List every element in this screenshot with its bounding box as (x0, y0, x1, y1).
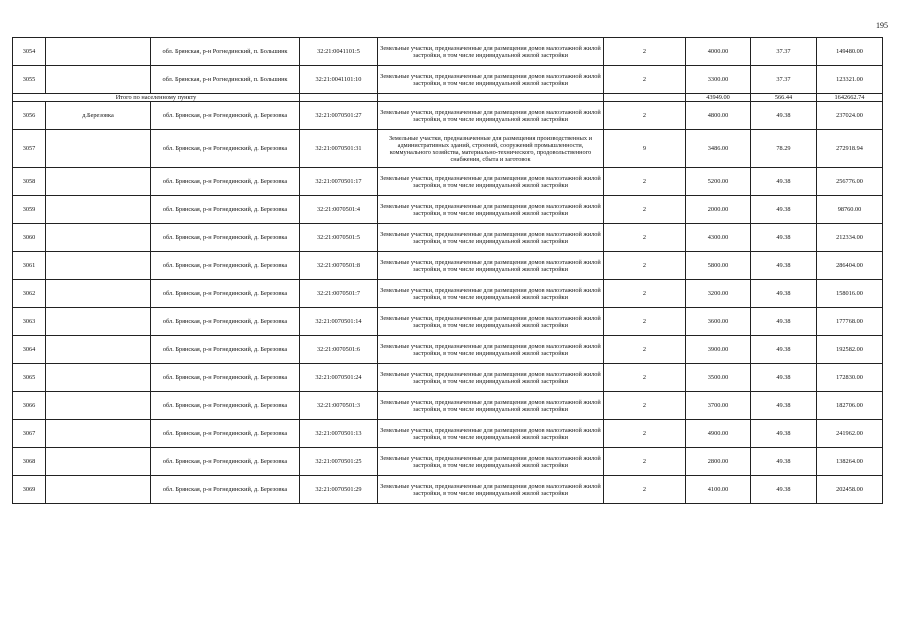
table-row (13, 280, 883, 308)
cadastral-number-cell: 32:21:0070501:6 (300, 336, 378, 364)
row-number-cell: 3054 (13, 38, 46, 66)
area-cell: 5200.00 (686, 168, 751, 196)
specific-value-cell: 49.38 (751, 224, 817, 252)
address-cell: обл. Брянская, р-н Рогнединский, д. Березовка (151, 130, 300, 168)
settlement-cell (46, 252, 151, 280)
row-number-cell: 3063 (13, 308, 46, 336)
group-cell: 2 (604, 102, 686, 130)
group-cell: 2 (604, 448, 686, 476)
group-cell: 2 (604, 252, 686, 280)
table-row (13, 476, 883, 504)
specific-value-cell: 49.38 (751, 196, 817, 224)
cadastral-value-table (12, 37, 883, 504)
table-row (13, 224, 883, 252)
specific-value-cell: 49.38 (751, 448, 817, 476)
group-cell: 2 (604, 308, 686, 336)
table-row (13, 66, 883, 94)
land-purpose-cell: Земельные участки, предназначенные для размещения домов малоэтажной жилой застройки, в том числе индивидуальной жилой застройки (378, 66, 604, 94)
row-number-cell: 3065 (13, 364, 46, 392)
cadastral-value-cell: 138264.00 (817, 448, 883, 476)
cadastral-value-cell: 172830.00 (817, 364, 883, 392)
address-cell: обл. Брянская, р-н Рогнединский, д. Березовка (151, 308, 300, 336)
area-cell: 2800.00 (686, 448, 751, 476)
address-cell: обл. Брянская, р-н Рогнединский, д. Березовка (151, 168, 300, 196)
area-cell: 4900.00 (686, 420, 751, 448)
row-number-cell: 3069 (13, 476, 46, 504)
row-number-cell: 3062 (13, 280, 46, 308)
address-cell: обл. Брянская, р-н Рогнединский, д. Березовка (151, 102, 300, 130)
specific-value-cell: 49.38 (751, 308, 817, 336)
address-cell: обл. Брянская, р-н Рогнединский, д. Березовка (151, 280, 300, 308)
cadastral-value-cell: 149480.00 (817, 38, 883, 66)
area-cell: 4000.00 (686, 38, 751, 66)
cadastral-value-cell: 177768.00 (817, 308, 883, 336)
area-cell: 5800.00 (686, 252, 751, 280)
group-cell: 2 (604, 38, 686, 66)
address-cell: обл. Брянская, р-н Рогнединский, п. Большинк (151, 38, 300, 66)
specific-value-cell: 49.38 (751, 476, 817, 504)
cadastral-value-cell: 158016.00 (817, 280, 883, 308)
cadastral-number-cell: 32:21:0041101:5 (300, 38, 378, 66)
land-purpose-cell: Земельные участки, предназначенные для размещения домов малоэтажной жилой застройки, в том числе индивидуальной жилой застройки (378, 336, 604, 364)
row-number-cell: 3064 (13, 336, 46, 364)
specific-value-cell: 49.38 (751, 392, 817, 420)
page-number: 195 (876, 21, 888, 30)
land-purpose-cell (378, 94, 604, 102)
area-cell: 3486.00 (686, 130, 751, 168)
area-cell: 3200.00 (686, 280, 751, 308)
row-number-cell: 3058 (13, 168, 46, 196)
settlement-cell (46, 448, 151, 476)
table-row (13, 168, 883, 196)
cadastral-number-cell: 32:21:0070501:24 (300, 364, 378, 392)
settlement-cell (46, 130, 151, 168)
land-purpose-cell: Земельные участки, предназначенные для размещения домов малоэтажной жилой застройки, в том числе индивидуальной жилой застройки (378, 364, 604, 392)
settlement-cell (46, 392, 151, 420)
table-row (13, 448, 883, 476)
land-purpose-cell: Земельные участки, предназначенные для размещения домов малоэтажной жилой застройки, в том числе индивидуальной жилой застройки (378, 476, 604, 504)
settlement-cell (46, 476, 151, 504)
address-cell: обл. Брянская, р-н Рогнединский, д. Березовка (151, 252, 300, 280)
cadastral-number-cell: 32:21:0070501:27 (300, 102, 378, 130)
row-number-cell: 3067 (13, 420, 46, 448)
cadastral-value-cell: 202458.00 (817, 476, 883, 504)
cadastral-number-cell: 32:21:0070501:3 (300, 392, 378, 420)
row-number-cell: 3056 (13, 102, 46, 130)
area-cell: 43949.00 (686, 94, 751, 102)
total-label-cell: Итого по населенному пункту (13, 94, 300, 102)
settlement-cell (46, 280, 151, 308)
address-cell: обл. Брянская, р-н Рогнединский, д. Березовка (151, 392, 300, 420)
cadastral-number-cell: 32:21:0041101:10 (300, 66, 378, 94)
group-cell (604, 94, 686, 102)
cadastral-number-cell: 32:21:0070501:13 (300, 420, 378, 448)
area-cell: 2000.00 (686, 196, 751, 224)
settlement-cell (46, 336, 151, 364)
cadastral-number-cell: 32:21:0070501:29 (300, 476, 378, 504)
cadastral-number-cell: 32:21:0070501:7 (300, 280, 378, 308)
cadastral-value-cell: 182706.00 (817, 392, 883, 420)
area-cell: 3900.00 (686, 336, 751, 364)
specific-value-cell: 49.38 (751, 280, 817, 308)
settlement-cell (46, 224, 151, 252)
settlement-cell (46, 420, 151, 448)
settlement-cell (46, 308, 151, 336)
settlement-cell (46, 38, 151, 66)
area-cell: 3600.00 (686, 308, 751, 336)
area-cell: 4100.00 (686, 476, 751, 504)
group-cell: 9 (604, 130, 686, 168)
row-number-cell: 3066 (13, 392, 46, 420)
cadastral-number-cell: 32:21:0070501:5 (300, 224, 378, 252)
group-cell: 2 (604, 224, 686, 252)
specific-value-cell: 566.44 (751, 94, 817, 102)
table-row (13, 392, 883, 420)
specific-value-cell: 78.29 (751, 130, 817, 168)
land-purpose-cell: Земельные участки, предназначенные для размещения домов малоэтажной жилой застройки, в том числе индивидуальной жилой застройки (378, 196, 604, 224)
address-cell: обл. Брянская, р-н Рогнединский, п. Большинк (151, 66, 300, 94)
table-row (13, 196, 883, 224)
settlement-cell (46, 168, 151, 196)
cadastral-number-cell: 32:21:0070501:17 (300, 168, 378, 196)
group-cell: 2 (604, 280, 686, 308)
specific-value-cell: 49.38 (751, 102, 817, 130)
cadastral-number-cell: 32:21:0070501:31 (300, 130, 378, 168)
land-purpose-cell: Земельные участки, предназначенные для размещения домов малоэтажной жилой застройки, в том числе индивидуальной жилой застройки (378, 420, 604, 448)
specific-value-cell: 37.37 (751, 66, 817, 94)
row-number-cell: 3057 (13, 130, 46, 168)
address-cell: обл. Брянская, р-н Рогнединский, д. Березовка (151, 420, 300, 448)
specific-value-cell: 49.38 (751, 168, 817, 196)
settlement-cell (46, 196, 151, 224)
table-row (13, 252, 883, 280)
cadastral-number-cell: 32:21:0070501:14 (300, 308, 378, 336)
specific-value-cell: 37.37 (751, 38, 817, 66)
cadastral-number-cell: 32:21:0070501:4 (300, 196, 378, 224)
land-purpose-cell: Земельные участки, предназначенные для размещения производственных и административных зданий, строений, сооружений промышленности, коммунального хозяйства, материально-технического, продовольственного снабжения, сбыта и заготовок (378, 130, 604, 168)
cadastral-value-cell: 192582.00 (817, 336, 883, 364)
specific-value-cell: 49.38 (751, 420, 817, 448)
land-purpose-cell: Земельные участки, предназначенные для размещения домов малоэтажной жилой застройки, в том числе индивидуальной жилой застройки (378, 102, 604, 130)
row-number-cell: 3055 (13, 66, 46, 94)
cadastral-value-cell: 98760.00 (817, 196, 883, 224)
address-cell: обл. Брянская, р-н Рогнединский, д. Березовка (151, 336, 300, 364)
table-row (13, 130, 883, 168)
row-number-cell: 3060 (13, 224, 46, 252)
total-row (13, 94, 883, 102)
table-row (13, 364, 883, 392)
land-purpose-cell: Земельные участки, предназначенные для размещения домов малоэтажной жилой застройки, в том числе индивидуальной жилой застройки (378, 392, 604, 420)
area-cell: 3700.00 (686, 392, 751, 420)
table-row (13, 38, 883, 66)
area-cell: 4800.00 (686, 102, 751, 130)
settlement-cell (46, 66, 151, 94)
address-cell: обл. Брянская, р-н Рогнединский, д. Березовка (151, 196, 300, 224)
settlement-cell: д.Березовка (46, 102, 151, 130)
specific-value-cell: 49.38 (751, 252, 817, 280)
group-cell: 2 (604, 336, 686, 364)
cadastral-value-cell: 212334.00 (817, 224, 883, 252)
specific-value-cell: 49.38 (751, 364, 817, 392)
table-row (13, 102, 883, 130)
settlement-cell (46, 364, 151, 392)
row-number-cell: 3068 (13, 448, 46, 476)
group-cell: 2 (604, 196, 686, 224)
cadastral-number-cell: 32:21:0070501:25 (300, 448, 378, 476)
group-cell: 2 (604, 168, 686, 196)
cadastral-value-cell: 237024.00 (817, 102, 883, 130)
address-cell: обл. Брянская, р-н Рогнединский, д. Березовка (151, 448, 300, 476)
specific-value-cell: 49.38 (751, 336, 817, 364)
land-purpose-cell: Земельные участки, предназначенные для размещения домов малоэтажной жилой застройки, в том числе индивидуальной жилой застройки (378, 308, 604, 336)
area-cell: 3500.00 (686, 364, 751, 392)
group-cell: 2 (604, 420, 686, 448)
area-cell: 3300.00 (686, 66, 751, 94)
area-cell: 4300.00 (686, 224, 751, 252)
group-cell: 2 (604, 364, 686, 392)
address-cell: обл. Брянская, р-н Рогнединский, д. Березовка (151, 224, 300, 252)
table-row (13, 336, 883, 364)
address-cell: обл. Брянская, р-н Рогнединский, д. Березовка (151, 364, 300, 392)
cadastral-value-cell: 286404.00 (817, 252, 883, 280)
cadastral-value-cell: 1642662.74 (817, 94, 883, 102)
row-number-cell: 3059 (13, 196, 46, 224)
cadastral-value-cell: 123321.00 (817, 66, 883, 94)
group-cell: 2 (604, 392, 686, 420)
cadastral-value-cell: 272918.94 (817, 130, 883, 168)
land-purpose-cell: Земельные участки, предназначенные для размещения домов малоэтажной жилой застройки, в том числе индивидуальной жилой застройки (378, 252, 604, 280)
address-cell: обл. Брянская, р-н Рогнединский, д. Березовка (151, 476, 300, 504)
table-row (13, 420, 883, 448)
land-purpose-cell: Земельные участки, предназначенные для размещения домов малоэтажной жилой застройки, в том числе индивидуальной жилой застройки (378, 280, 604, 308)
group-cell: 2 (604, 476, 686, 504)
land-purpose-cell: Земельные участки, предназначенные для размещения домов малоэтажной жилой застройки, в том числе индивидуальной жилой застройки (378, 448, 604, 476)
cadastral-value-cell: 241962.00 (817, 420, 883, 448)
cadastral-value-cell: 256776.00 (817, 168, 883, 196)
group-cell: 2 (604, 66, 686, 94)
land-purpose-cell: Земельные участки, предназначенные для размещения домов малоэтажной жилой застройки, в том числе индивидуальной жилой застройки (378, 38, 604, 66)
land-purpose-cell: Земельные участки, предназначенные для размещения домов малоэтажной жилой застройки, в том числе индивидуальной жилой застройки (378, 224, 604, 252)
table-row (13, 308, 883, 336)
land-purpose-cell: Земельные участки, предназначенные для размещения домов малоэтажной жилой застройки, в том числе индивидуальной жилой застройки (378, 168, 604, 196)
cadastral-number-cell (300, 94, 378, 102)
row-number-cell: 3061 (13, 252, 46, 280)
cadastral-number-cell: 32:21:0070501:8 (300, 252, 378, 280)
